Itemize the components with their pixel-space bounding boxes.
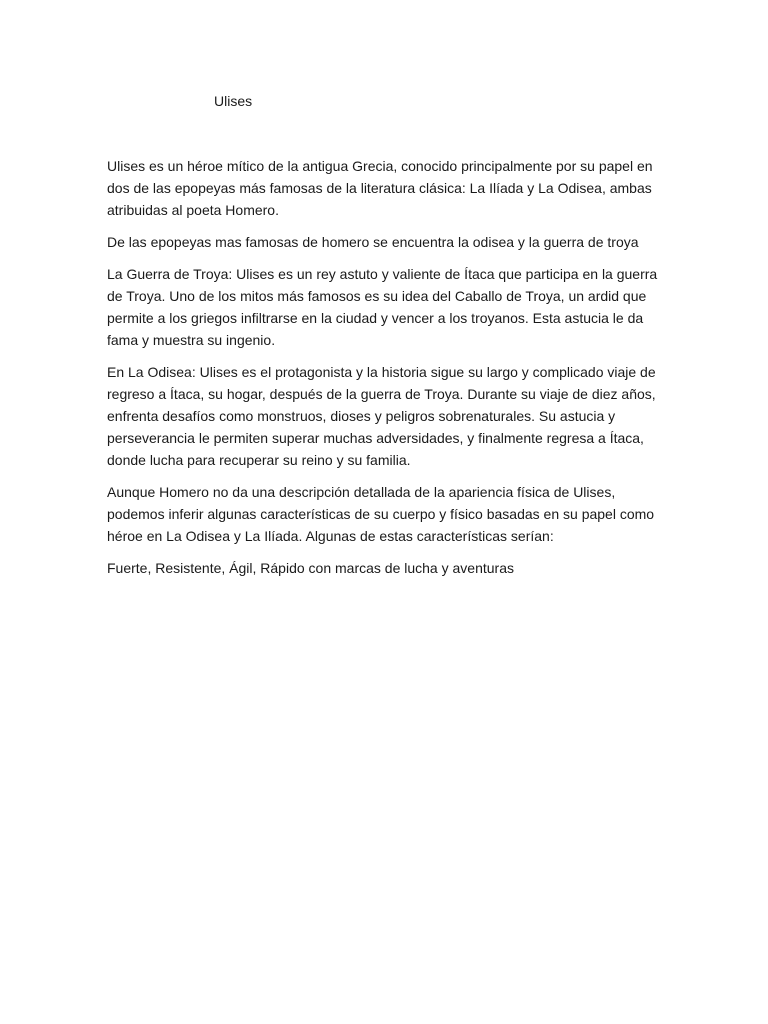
paragraph-epics: De las epopeyas mas famosas de homero se encuentra la odisea y la guerra de troya — [107, 234, 639, 250]
document-body — [107, 155, 663, 589]
paragraph-intro: Ulises es un héroe mítico de la antigua Grecia, conocido principalmente por su papel en dos de las epopeyas más famosas de la literatura clásica: La Ilíada y La Odisea, ambas atribuidas al poeta Homero. — [107, 158, 653, 218]
paragraph-traits: Fuerte, Resistente, Ágil, Rápido con marcas de lucha y aventuras — [107, 560, 514, 576]
paragraph-odyssey: En La Odisea: Ulises es el protagonista y la historia sigue su largo y complicado viaje de regreso a Ítaca, su hogar, después de la guerra de Troya. Durante su viaje de diez años, enfrenta desafíos como monstruos, dioses y peligros sobrenaturales. Su astucia y perseverancia le permiten superar muchas adversidades, y finalmente regresa a Ítaca, donde lucha para recuperar su reino y su familia. — [107, 364, 656, 468]
document-title: Ulises — [214, 93, 253, 109]
paragraph-appearance: Aunque Homero no da una descripción detallada de la apariencia física de Ulises, podemos inferir algunas características de su cuerpo y físico basadas en su papel como héroe en La Odisea y La Ilíada. Algunas de estas características serían: — [107, 484, 655, 544]
paragraph-trojan-war: La Guerra de Troya: Ulises es un rey astuto y valiente de Ítaca que participa en la guerra de Troya. Uno de los mitos más famosos es su idea del Caballo de Troya, un ardid que permite a los griegos infiltrarse en la ciudad y vencer a los troyanos. Esta astucia le da fama y muestra su ingenio. — [107, 266, 658, 348]
